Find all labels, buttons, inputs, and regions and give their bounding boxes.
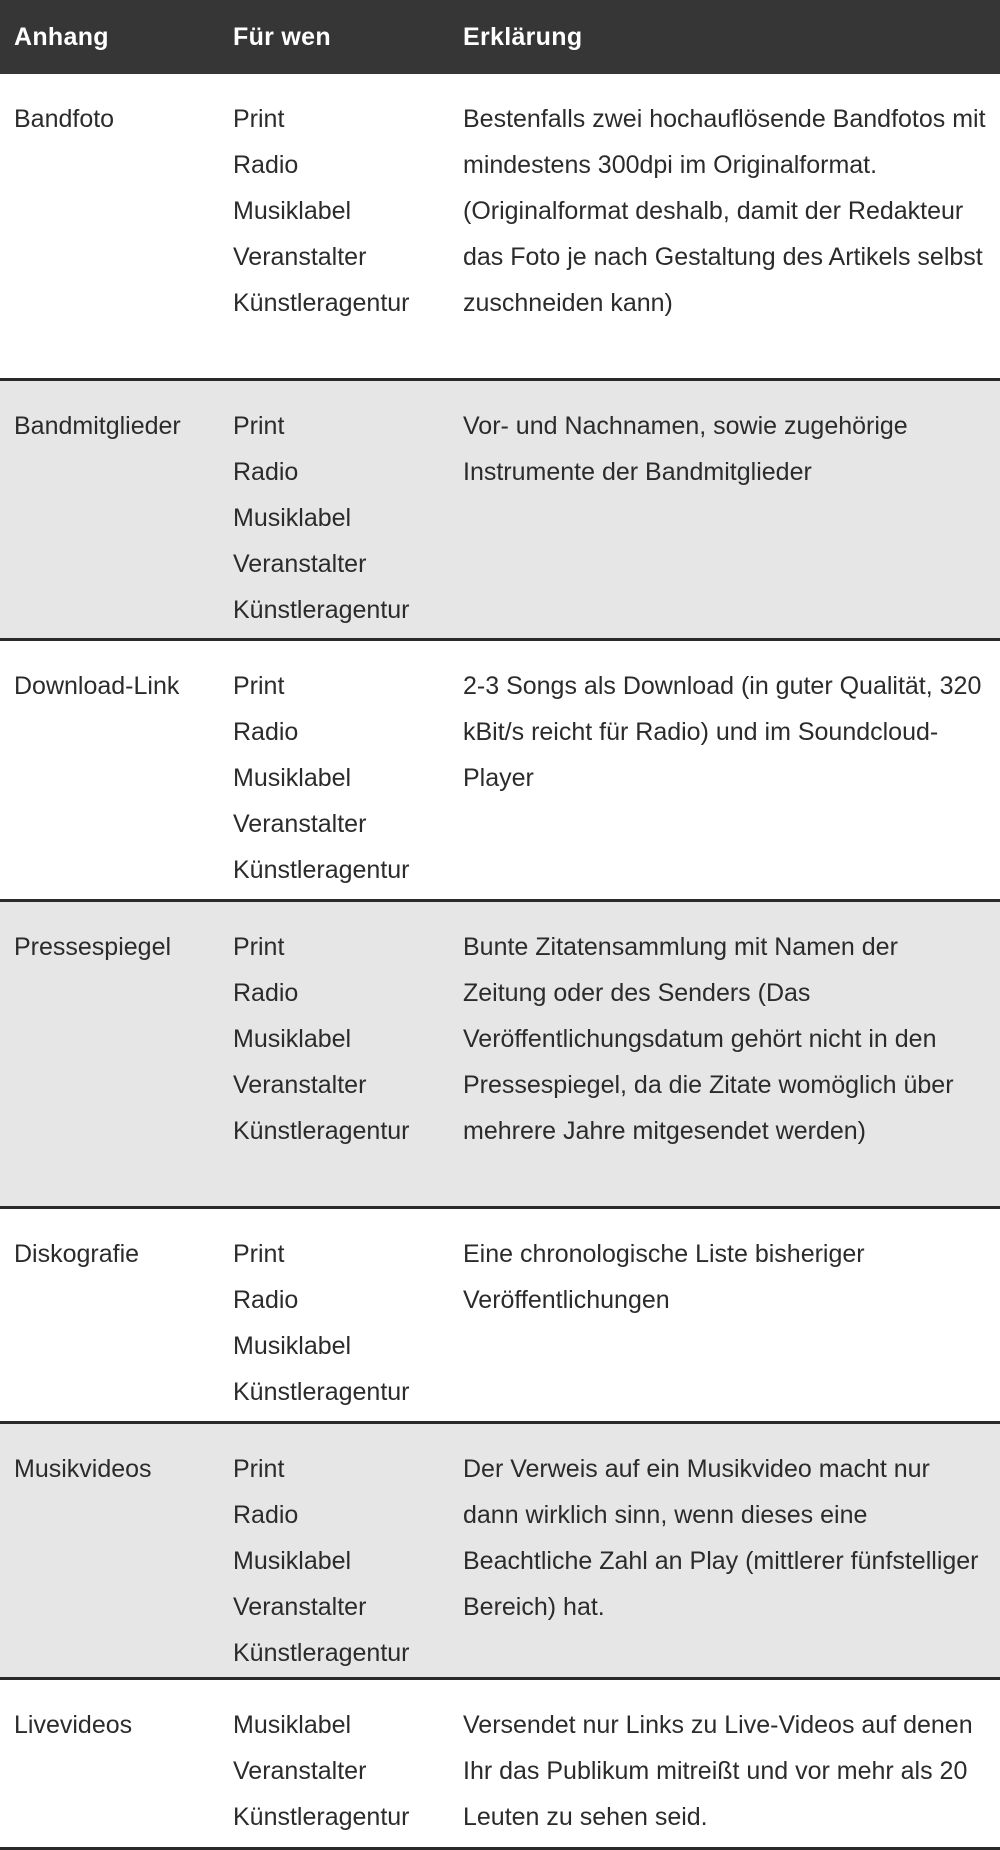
audience-item: Radio — [233, 979, 299, 1007]
row-anhang: Musikvideos — [14, 1455, 152, 1483]
row-audience — [220, 663, 450, 893]
row-anhang: Livevideos — [14, 1711, 133, 1739]
audience-item: Künstleragentur — [233, 856, 410, 884]
audience-item: Radio — [233, 458, 299, 486]
row-anhang: Download-Link — [14, 672, 180, 700]
audience-item: Musiklabel — [233, 1547, 352, 1575]
audience-item: Künstleragentur — [233, 1803, 410, 1831]
audience-item: Print — [233, 933, 285, 961]
table-row — [0, 381, 1000, 641]
row-anhang: Pressespiegel — [14, 933, 172, 961]
audience-item: Veranstalter — [233, 1071, 367, 1099]
row-explanation: Bunte Zitatensammlung mit Namen der Zeitung oder des Senders (Das Veröffentlichungsdatum gehört nicht in den Pressespiegel, da die Zitate womöglich über mehrere Jahre mitgesendet werden) — [463, 933, 954, 1145]
audience-item: Veranstalter — [233, 1757, 367, 1785]
table-row — [0, 641, 1000, 902]
row-audience — [220, 403, 450, 633]
audience-item: Radio — [233, 151, 299, 179]
audience-item: Musiklabel — [233, 1025, 352, 1053]
header-anhang: Anhang — [14, 23, 109, 51]
audience-item: Künstleragentur — [233, 1378, 410, 1406]
table-row — [0, 1424, 1000, 1680]
audience-item: Musiklabel — [233, 197, 352, 225]
row-anhang: Bandmitglieder — [14, 412, 181, 440]
audience-item: Radio — [233, 1501, 299, 1529]
audience-item: Radio — [233, 718, 299, 746]
audience-item: Musiklabel — [233, 1332, 352, 1360]
table-header — [0, 0, 1000, 74]
header-erklaerung: Erklärung — [463, 23, 583, 51]
row-explanation: Versendet nur Links zu Live-Videos auf denen Ihr das Publikum mitreißt und vor mehr als 20 Leuten zu sehen seid. — [463, 1711, 973, 1831]
row-explanation: 2-3 Songs als Download (in guter Qualität, 320 kBit/s reicht für Radio) und im Soundcloud-Player — [463, 672, 982, 792]
audience-item: Print — [233, 412, 285, 440]
row-audience — [220, 1702, 450, 1840]
audience-item: Musiklabel — [233, 1711, 352, 1739]
audience-item: Künstleragentur — [233, 596, 410, 624]
table-row — [0, 1209, 1000, 1424]
audience-item: Print — [233, 105, 285, 133]
row-explanation: Bestenfalls zwei hochauflösende Bandfotos mit mindestens 300dpi im Originalformat. (Originalformat deshalb, damit der Redakteur das Foto je nach Gestaltung des Artikels selbst zuschneiden kann) — [463, 105, 986, 317]
audience-item: Veranstalter — [233, 810, 367, 838]
row-anhang: Bandfoto — [14, 105, 115, 133]
audience-item: Musiklabel — [233, 764, 352, 792]
header-fuer-wen: Für wen — [233, 23, 331, 51]
audience-item: Print — [233, 1455, 285, 1483]
row-audience — [220, 924, 450, 1154]
row-audience — [220, 96, 450, 326]
table-row — [0, 74, 1000, 381]
audience-item: Künstleragentur — [233, 1639, 410, 1667]
audience-item: Veranstalter — [233, 1593, 367, 1621]
row-explanation: Eine chronologische Liste bisheriger Veröffentlichungen — [463, 1240, 865, 1314]
audience-item: Künstleragentur — [233, 1117, 410, 1145]
table-row — [0, 1680, 1000, 1850]
audience-item: Veranstalter — [233, 243, 367, 271]
row-audience — [220, 1231, 450, 1415]
row-anhang: Diskografie — [14, 1240, 140, 1268]
row-explanation: Vor- und Nachnamen, sowie zugehörige Instrumente der Bandmitglieder — [463, 412, 908, 486]
audience-item: Künstleragentur — [233, 289, 410, 317]
audience-item: Musiklabel — [233, 504, 352, 532]
audience-item: Veranstalter — [233, 550, 367, 578]
audience-item: Print — [233, 1240, 285, 1268]
table-row — [0, 902, 1000, 1209]
row-audience — [220, 1446, 450, 1676]
row-explanation: Der Verweis auf ein Musikvideo macht nur dann wirklich sinn, wenn dieses eine Beachtliche Zahl an Play (mittlerer fünfstelliger Bereich) hat. — [463, 1455, 979, 1621]
audience-item: Print — [233, 672, 285, 700]
audience-item: Radio — [233, 1286, 299, 1314]
